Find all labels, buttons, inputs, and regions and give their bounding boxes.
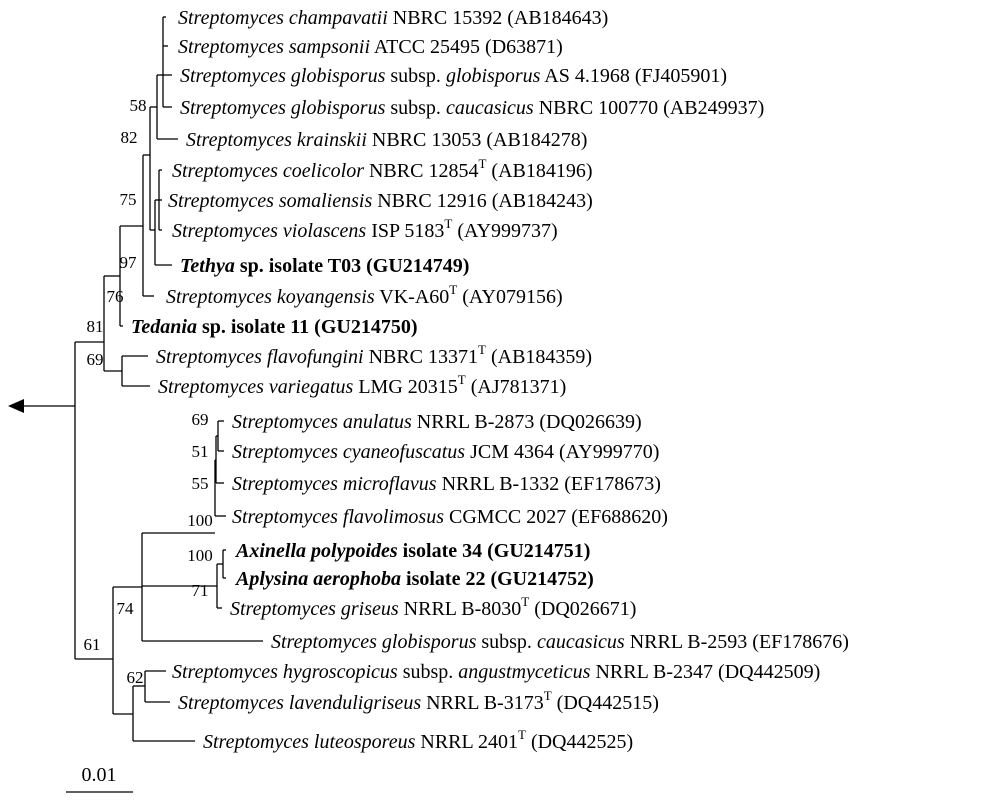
leaf-label-tedania: Tedania sp. isolate 11 (GU214750) — [131, 316, 418, 338]
leaf-label-glob_cauc2: Streptomyces globisporus subsp. caucasicus NRRL B-2593 (EF178676) — [271, 631, 849, 653]
bootstrap-value: 55 — [191, 474, 209, 493]
root-arrow — [8, 399, 75, 413]
bootstrap-value: 74 — [116, 599, 134, 618]
bootstrap-value: 76 — [106, 287, 124, 306]
scale-bar-label: 0.01 — [81, 764, 117, 786]
bootstrap-value: 61 — [83, 635, 101, 654]
bootstrap-value: 97 — [119, 253, 137, 272]
scale-bar — [66, 764, 133, 792]
leaf-label-champavatii: Streptomyces champavatii NBRC 15392 (AB184643) — [178, 7, 609, 29]
leaf-label-violascens: Streptomyces violascens ISP $5183^T$ (AY999737) — [172, 216, 558, 242]
leaf-label-griseus: Streptomyces griseus NRRL $B-8030^T$ (DQ026671) — [230, 594, 637, 620]
leaf-label-axinella: Axinella polypoides isolate 34 (GU214751) — [236, 540, 591, 562]
leaf-label-hygroscopicus: Streptomyces hygroscopicus subsp. angustmyceticus NRRL B-2347 (DQ442509) — [172, 661, 821, 683]
leaf-label-sampsonii: Streptomyces sampsonii ATCC 25495 (D63871) — [178, 36, 563, 58]
leaf-label-microflavus: Streptomyces microflavus NRRL B-1332 (EF178673) — [232, 473, 661, 495]
leaf-label-flavolimosus: Streptomyces flavolimosus CGMCC 2027 (EF688620) — [232, 506, 668, 528]
leaf-label-aplysina: Aplysina aerophoba isolate 22 (GU214752) — [236, 568, 594, 590]
bootstrap-value: 100 — [187, 546, 213, 565]
bootstrap-value: 62 — [126, 668, 144, 687]
leaf-label-anulatus: Streptomyces anulatus NRRL B-2873 (DQ026639) — [232, 411, 642, 433]
leaf-label-somaliensis: Streptomyces somaliensis NBRC 12916 (AB184243) — [168, 190, 593, 212]
leaf-label-krainskii: Streptomyces krainskii NBRC 13053 (AB184278) — [186, 129, 588, 151]
leaf-label-coelicolor: Streptomyces coelicolor NBRC $12854^T$ (AB184196) — [172, 156, 593, 182]
bootstrap-value: 71 — [191, 581, 209, 600]
bootstrap-value: 69 — [191, 410, 209, 429]
leaf-label-koyangensis: Streptomyces koyangensis $VK-A60^T$ (AY079156) — [166, 282, 563, 308]
leaf-label-glob_cauc1: Streptomyces globisporus subsp. caucasicus NBRC 100770 (AB249937) — [180, 97, 765, 119]
bootstrap-value: 58 — [129, 96, 147, 115]
leaf-label-flavofungini: Streptomyces flavofungini NBRC $13371^T$ (AB184359) — [156, 342, 593, 368]
bootstrap-value: 69 — [86, 350, 104, 369]
bootstrap-value: 81 — [86, 317, 104, 336]
bootstrap-value: 75 — [119, 190, 137, 209]
leaf-label-glob_glob: Streptomyces globisporus subsp. globisporus AS 4.1968 (FJ405901) — [180, 65, 728, 87]
bootstrap-value: 100 — [187, 511, 213, 530]
leaf-label-lavenduligriseus: Streptomyces lavenduligriseus NRRL $B-3173^T$ (DQ442515) — [178, 688, 659, 714]
leaf-label-tethya: Tethya sp. isolate T03 (GU214749) — [180, 255, 470, 277]
leaf-label-luteosporeus: Streptomyces luteosporeus NRRL $2401^T$ (DQ442525) — [203, 727, 634, 753]
leaf-label-cyaneofuscatus: Streptomyces cyaneofuscatus JCM 4364 (AY999770) — [232, 441, 660, 463]
bootstrap-value: 51 — [191, 442, 209, 461]
bootstrap-value: 82 — [120, 128, 138, 147]
leaf-label-variegatus: Streptomyces variegatus LMG $20315^T$ (AJ781371) — [158, 372, 567, 398]
